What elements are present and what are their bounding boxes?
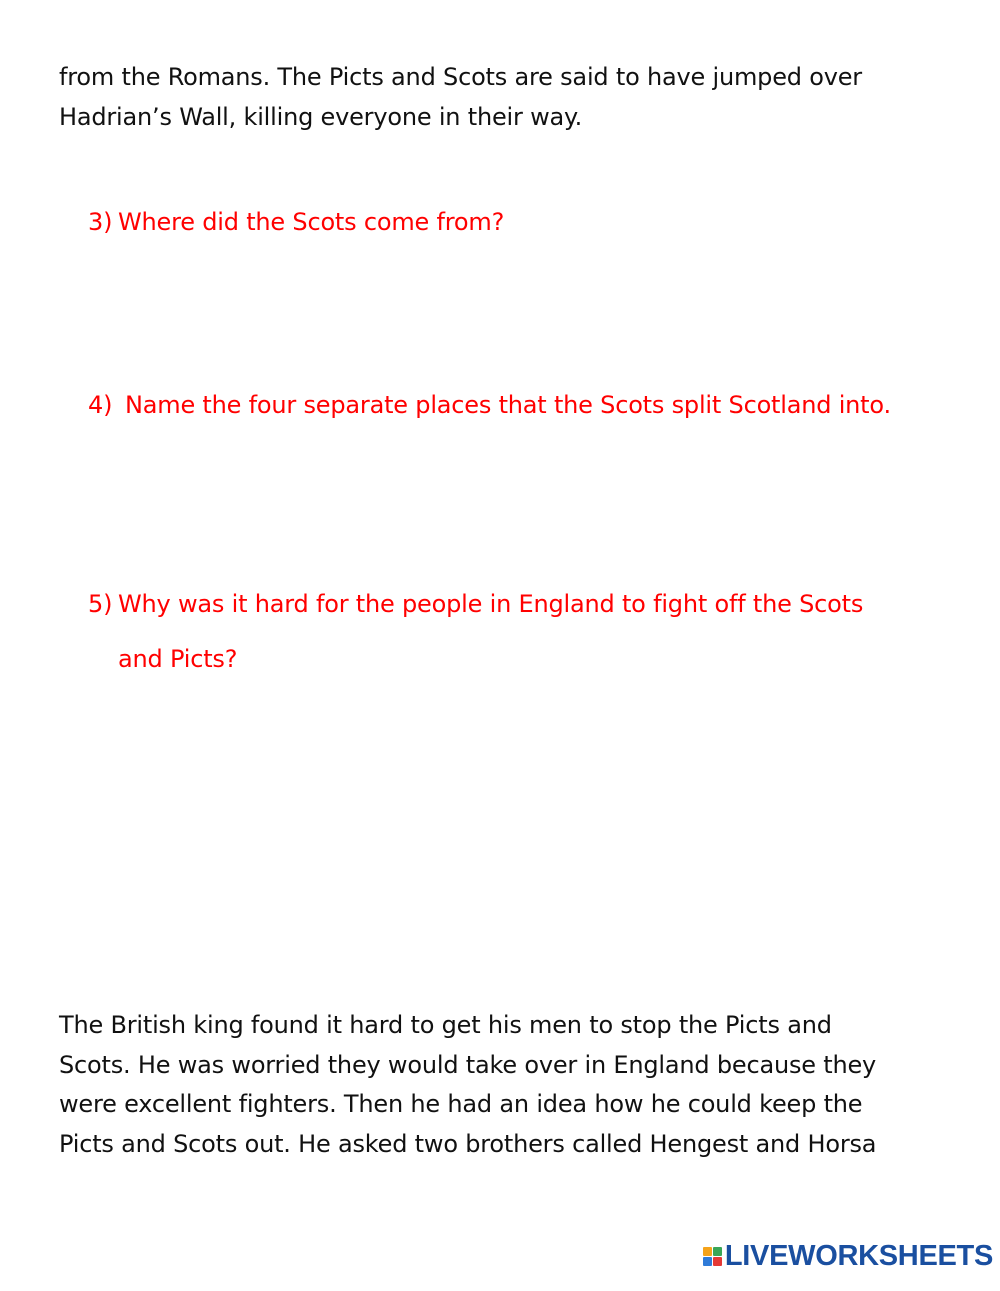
logo-wordmark: LIVEWORKSHEETS [724,1240,993,1272]
logo-block [703,1257,712,1266]
liveworksheets-logo [703,1242,993,1271]
outro-line-1: The British king found it hard to get his men to stop the Picts and [59,1011,832,1039]
question-number: 3) [88,208,113,236]
question-line: Where did the Scots come from? [118,208,505,236]
question-line: Why was it hard for the people in England to fight off the Scots [118,590,864,618]
question-number: 4) [88,391,113,419]
intro-line-1: from the Romans. The Picts and Scots are said to have jumped over [59,63,862,91]
question-text [118,203,504,241]
logo-block [703,1247,712,1256]
question-number: 5) [88,590,113,618]
logo-block [713,1247,722,1256]
intro-paragraph [59,58,862,137]
outro-paragraph [59,1006,876,1164]
intro-line-2: Hadrian’s Wall, killing everyone in their way. [59,102,583,131]
outro-line-2: Scots. He was worried they would take over in England because they [59,1050,877,1079]
logo-blocks-icon [703,1247,722,1266]
question-line: and Picts? [118,645,238,673]
outro-line-4: Picts and Scots out. He asked two brothers called Hengest and Horsa [59,1129,877,1158]
outro-line-3: were excellent fighters. Then he had an idea how he could keep the [59,1090,863,1118]
question-text [125,386,891,424]
question-line: Name the four separate places that the Scots split Scotland into. [125,391,891,419]
logo-block [713,1257,722,1266]
question-text [118,585,863,678]
